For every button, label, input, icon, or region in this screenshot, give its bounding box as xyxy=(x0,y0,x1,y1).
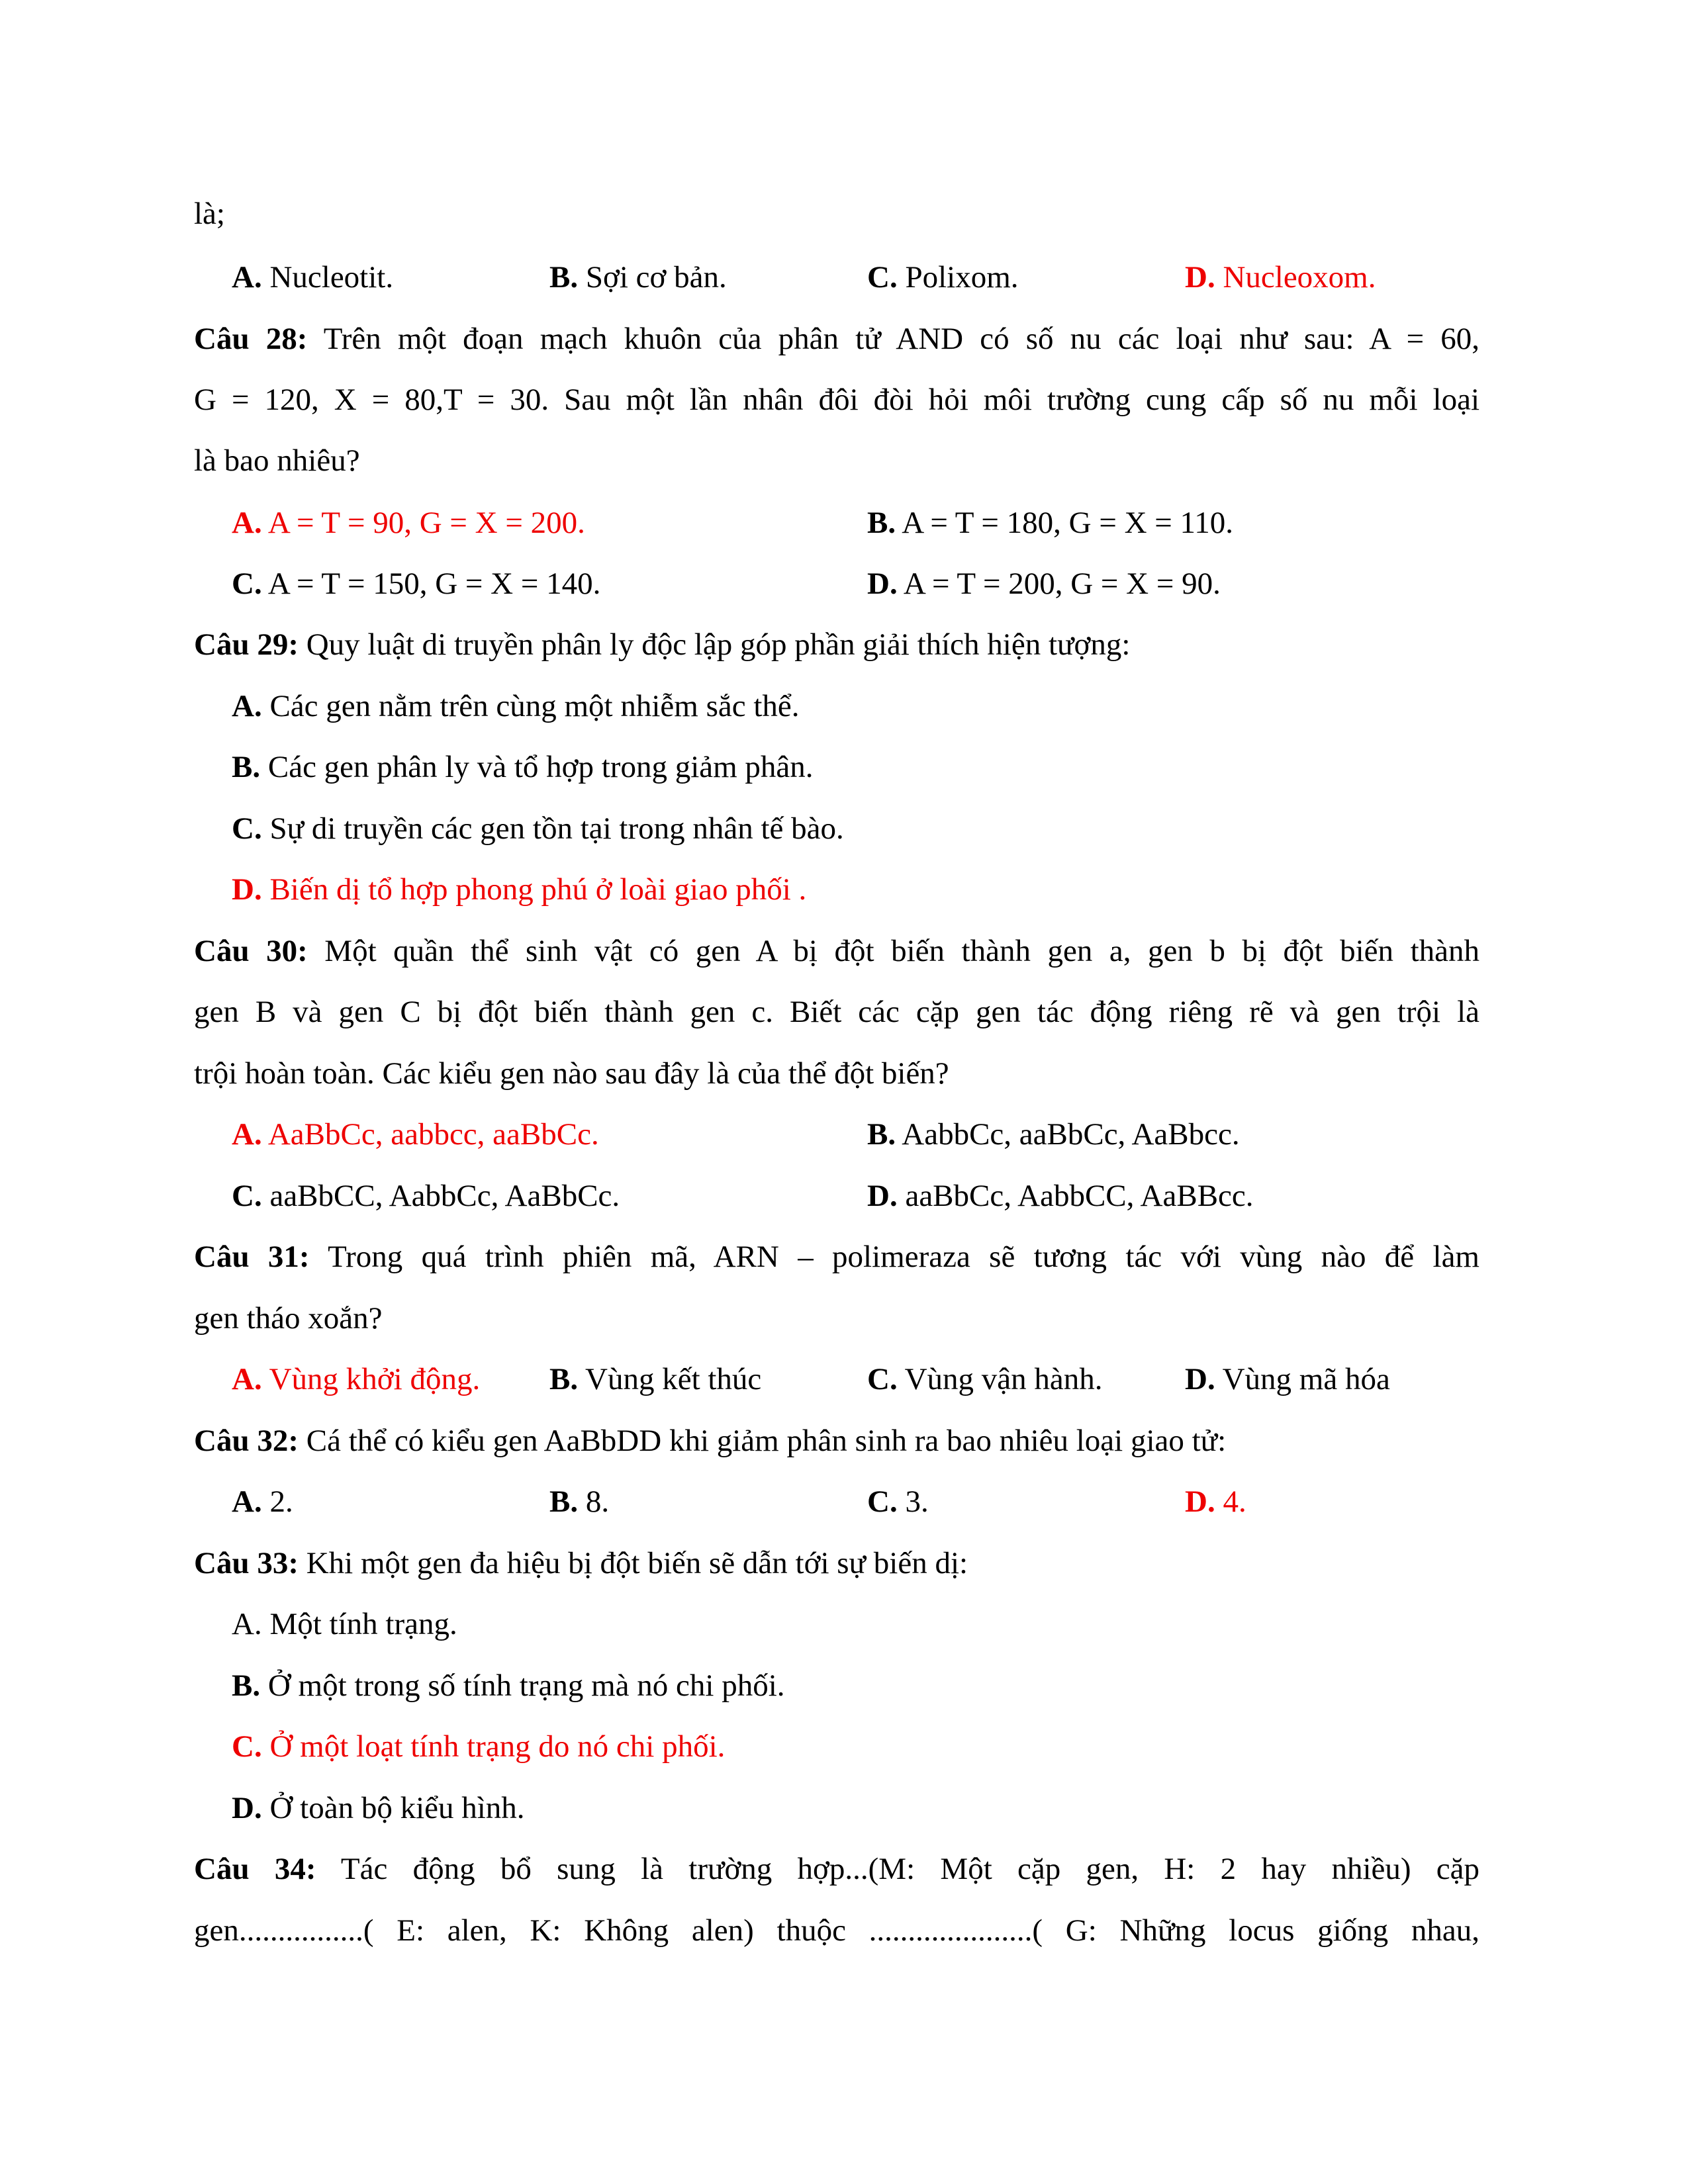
q32-option-b[interactable]: B. 8. xyxy=(549,1484,610,1519)
q33-option-c-correct[interactable]: C. Ở một loạt tính trạng do nó chi phối. xyxy=(232,1729,726,1764)
q33-stem: Câu 33: Khi một gen đa hiệu bị đột biến sẽ dẫn tới sự biến dị: xyxy=(194,1546,968,1580)
q31-stem-line-2: gen tháo xoắn? xyxy=(194,1301,383,1336)
q32-label: Câu 32: xyxy=(194,1424,299,1458)
q27-option-c[interactable]: C. Polixom. xyxy=(867,260,1019,295)
q29-option-c[interactable]: C. Sự di truyền các gen tồn tại trong nhân tế bào. xyxy=(232,811,844,846)
q30-option-d[interactable]: D. aaBbCc, AabbCC, AaBBcc. xyxy=(867,1179,1254,1213)
q31-option-d[interactable]: D. Vùng mã hóa xyxy=(1185,1362,1390,1396)
q28-stem-line-2: G = 120, X = 80,T = 30. Sau một lần nhân đôi đòi hỏi môi trường cung cấp số nu mỗi loại xyxy=(194,383,1479,417)
q30-stem-line-3: trội hoàn toàn. Các kiểu gen nào sau đây là của thể đột biến? xyxy=(194,1056,949,1091)
q33-option-b[interactable]: B. Ở một trong số tính trạng mà nó chi phối. xyxy=(232,1668,785,1703)
q29-stem: Câu 29: Quy luật di truyền phân ly độc lập góp phần giải thích hiện tượng: xyxy=(194,627,1131,662)
q27-option-d-correct[interactable]: D. Nucleoxom. xyxy=(1185,260,1376,295)
q27-options-row xyxy=(0,257,1688,297)
q30-options-row-1 xyxy=(0,1115,1688,1154)
q28-label: Câu 28: xyxy=(194,322,308,356)
q32-option-d-correct[interactable]: D. 4. xyxy=(1185,1484,1246,1519)
q34-stem-line-1: Câu 34: Tác động bổ sung là trường hợp...(M: Một cặp gen, H: 2 hay nhiều) cặp xyxy=(194,1852,1479,1886)
q29-label: Câu 29: xyxy=(194,627,299,662)
q31-label: Câu 31: xyxy=(194,1240,310,1274)
q31-option-a-correct[interactable]: A. Vùng khởi động. xyxy=(232,1362,481,1396)
q28-option-c[interactable]: C. A = T = 150, G = X = 140. xyxy=(232,567,601,601)
q28-stem-line-1: Câu 28: Trên một đoạn mạch khuôn của phân tử AND có số nu các loại như sau: A = 60, xyxy=(194,322,1479,356)
q30-option-c[interactable]: C. aaBbCC, AabbCc, AaBbCc. xyxy=(232,1179,620,1213)
q30-stem-line-2: gen B và gen C bị đột biến thành gen c. Biết các cặp gen tác động riêng rẽ và gen trội là xyxy=(194,995,1479,1029)
q30-option-b[interactable]: B. AabbCc, aaBbCc, AaBbcc. xyxy=(867,1117,1240,1152)
q27-stem-tail: là; xyxy=(194,197,225,231)
q29-option-a[interactable]: A. Các gen nằm trên cùng một nhiễm sắc thể. xyxy=(232,689,800,723)
q29-option-d-correct[interactable]: D. Biến dị tổ hợp phong phú ở loài giao phối . xyxy=(232,872,807,907)
q28-options-row-1 xyxy=(0,503,1688,543)
q28-options-row-2 xyxy=(0,564,1688,604)
q30-option-a-correct[interactable]: A. AaBbCc, aabbcc, aaBbCc. xyxy=(232,1117,599,1152)
q32-option-a[interactable]: A. 2. xyxy=(232,1484,293,1519)
q30-options-row-2 xyxy=(0,1176,1688,1216)
q34-label: Câu 34: xyxy=(194,1852,316,1886)
q33-option-d[interactable]: D. Ở toàn bộ kiểu hình. xyxy=(232,1791,525,1825)
q31-stem-line-1: Câu 31: Trong quá trình phiên mã, ARN – polimeraza sẽ tương tác với vùng nào để làm xyxy=(194,1240,1479,1274)
q28-option-a-correct[interactable]: A. A = T = 90, G = X = 200. xyxy=(232,506,585,540)
q28-stem-line-3: là bao nhiêu? xyxy=(194,443,360,478)
q33-option-a[interactable]: A. Một tính trạng. xyxy=(232,1607,457,1641)
q28-option-d[interactable]: D. A = T = 200, G = X = 90. xyxy=(867,567,1221,601)
q32-stem: Câu 32: Cá thể có kiểu gen AaBbDD khi giảm phân sinh ra bao nhiêu loại giao tử: xyxy=(194,1424,1227,1458)
q34-stem-line-2: gen................( E: alen, K: Không alen) thuộc .....................( G: Những locus giống nhau, xyxy=(194,1913,1479,1948)
q30-stem-line-1: Câu 30: Một quần thể sinh vật có gen A bị đột biến thành gen a, gen b bị đột biến thành xyxy=(194,934,1479,968)
q29-option-b[interactable]: B. Các gen phân ly và tổ hợp trong giảm phân. xyxy=(232,750,814,784)
q28-option-b[interactable]: B. A = T = 180, G = X = 110. xyxy=(867,506,1234,540)
q33-label: Câu 33: xyxy=(194,1546,299,1580)
q32-options-row xyxy=(0,1482,1688,1522)
q27-option-b[interactable]: B. Sợi cơ bản. xyxy=(549,260,727,295)
q30-label: Câu 30: xyxy=(194,934,308,968)
q32-option-c[interactable]: C. 3. xyxy=(867,1484,929,1519)
q31-option-b[interactable]: B. Vùng kết thúc xyxy=(549,1362,762,1396)
q27-option-a[interactable]: A. Nucleotit. xyxy=(232,260,394,295)
q31-options-row xyxy=(0,1359,1688,1399)
q31-option-c[interactable]: C. Vùng vận hành. xyxy=(867,1362,1103,1396)
